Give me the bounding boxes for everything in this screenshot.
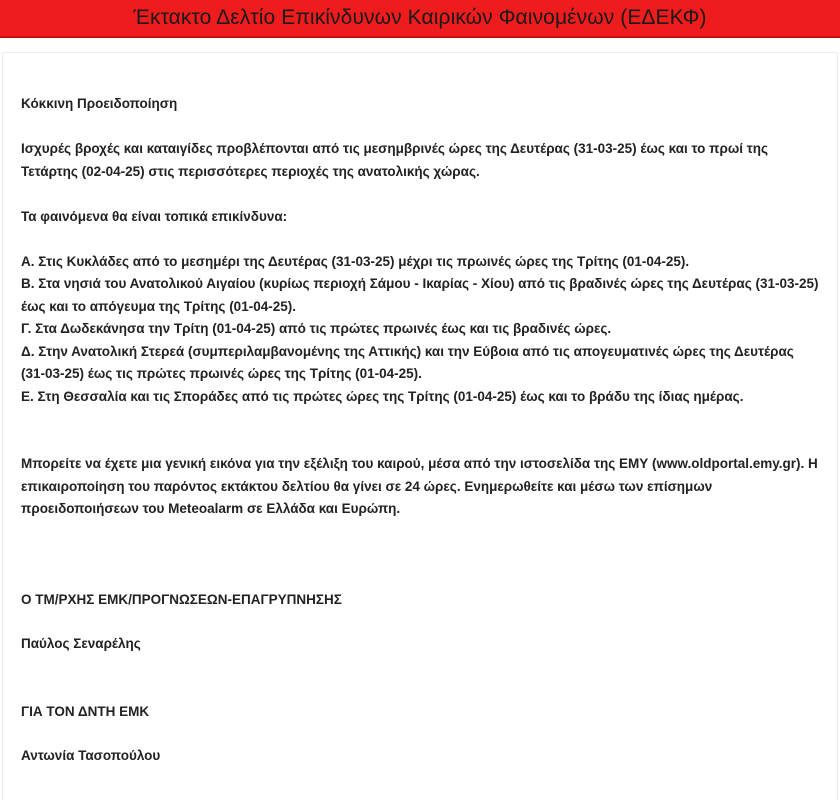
info-paragraph: Μπορείτε να έχετε μια γενική εικόνα για την εξέλιξη του καιρού, μέσα από την ιστοσελίδα της ΕΜΥ (www.oldportal.emy.gr). Η επικαιροποίηση του παρόντος εκτάκτου δελτίου θα γίνει σε 24 ώρες. Ενημερωθείτε και μέσω των επίσημων προειδοποιήσεων του Meteoalarm σε Ελλάδα και Ευρώπη. bbox=[21, 456, 818, 516]
region-item: Γ. Στα Δωδεκάνησα την Τρίτη (01-04-25) από τις πρώτες πρωινές έως και τις βραδινές ώρες. bbox=[21, 321, 612, 336]
dangerous-phenomena-heading: Τα φαινόμενα θα είναι τοπικά επικίνδυνα: bbox=[21, 208, 288, 224]
signature-head-title: Ο ΤΜ/ΡΧΗΣ ΕΜΚ/ΠΡΟΓΝΩΣΕΩΝ-ΕΠΑΓΡΥΠΝΗΣΗΣ bbox=[21, 591, 342, 607]
signature-head-name: Παύλος Σεναρέλης bbox=[21, 636, 141, 651]
bulletin-body bbox=[2, 52, 838, 800]
region-item: Ε. Στη Θεσσαλία και τις Σποράδες από τις πρώτες ώρες της Τρίτης (01-04-25) έως και το βράδυ της ίδιας ημέρας. bbox=[21, 388, 744, 404]
intro-paragraph: Ισχυρές βροχές και καταιγίδες προβλέπονται από τις μεσημβρινές ώρες της Δευτέρας (31-03-25) έως και το πρωί της Τετάρτης (02-04-25) στις περισσότερες περιοχές της ανατολικής χώρας. bbox=[21, 141, 769, 179]
bulletin-title: Έκτακτο Δελτίο Επικίνδυνων Καιρικών Φαινομένων (ΕΔΕΚΦ) bbox=[133, 6, 707, 29]
bulletin-header-bar bbox=[0, 0, 840, 38]
region-item: Β. Στα νησιά του Ανατολικού Αιγαίου (κυρίως περιοχή Σάμου - Ικαρίας - Χίου) από τις βραδινές ώρες της Δευτέρας (31-03-25) έως και το απόγευμα της Τρίτης (01-04-25). bbox=[21, 276, 819, 314]
alert-level: Κόκκινη Προειδοποίηση bbox=[21, 96, 178, 111]
signature-deputy-title: ΓΙΑ ΤΟΝ ΔΝΤΗ ΕΜΚ bbox=[21, 703, 150, 719]
bulletin-content bbox=[21, 93, 821, 768]
signature-deputy-name: Αντωνία Τασοπούλου bbox=[21, 748, 161, 763]
region-item: Δ. Στην Ανατολική Στερεά (συμπεριλαμβανομένης της Αττικής) και την Εύβοια από τις απογευματινές ώρες της Δευτέρας (31-03-25) έως τις πρώτες πρωινές ώρες της Τρίτης (01-04-25). bbox=[21, 343, 794, 381]
region-item: Α. Στις Κυκλάδες από το μεσημέρι της Δευτέρας (31-03-25) μέχρι τις πρωινές ώρες της Τρίτης (01-04-25). bbox=[21, 253, 690, 269]
